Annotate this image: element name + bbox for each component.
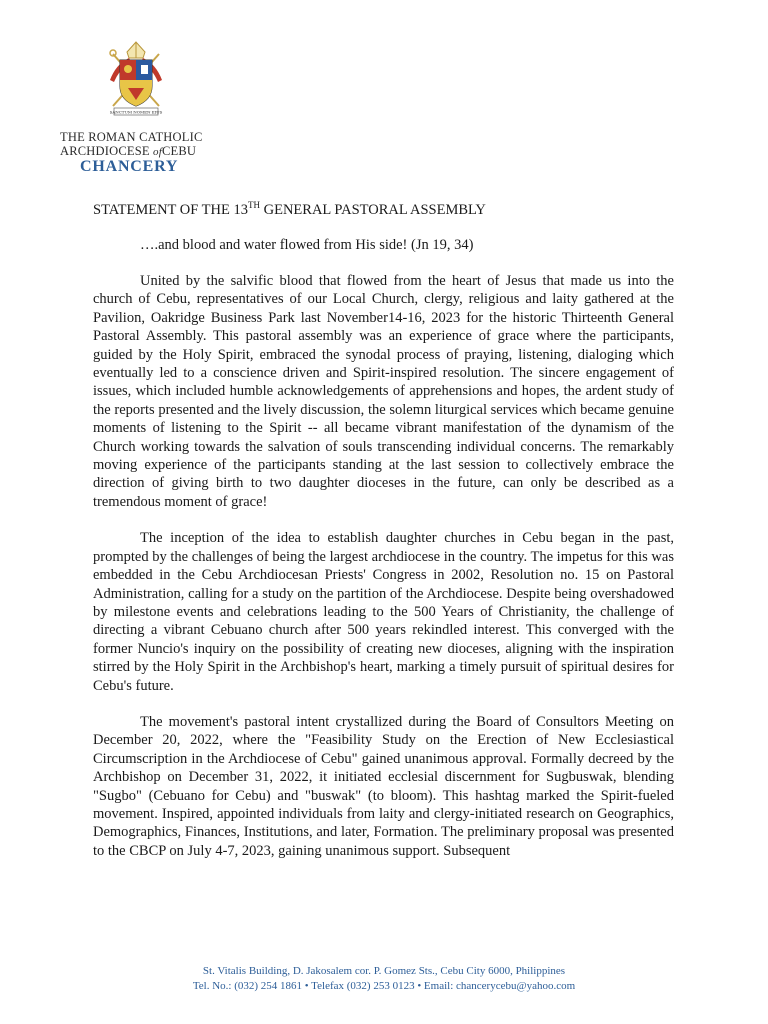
org-line-2-part-b: CEBU (162, 144, 197, 158)
document-body (93, 272, 674, 878)
paragraph-1: United by the salvific blood that flowed from the heart of Jesus that made us into the church of Cebu, representatives of our Local Church, clergy, religious and laity gathered at the Pavilion, Oakridge Business Park last November14-16, 2023 for the historic Thirteenth General Pastoral Assembly. This pastoral assembly was an experience of grace where the participants, guided by the Holy Spirit, embraced the synodal process of praying, listening, dialoging which eventually led to a conscience driven and Spirit-inspired resolution. The sincere engagement of issues, which included humble acknowledgements of apprehensions and hopes, the ardent study of the reports presented and the lively discussion, the solemn liturgical services which became genuine moments of listening to the Spirit -- all became vibrant manifestation of the dynamism of the Church working towards the salvation of souls transcending individual concerns. The remarkably moving experience of the participants standing at the last session to collectively embrace the direction of giving birth to two daughter dioceses in the future, can only be described as a tremendous moment of grace! (93, 273, 674, 510)
org-line-1: THE ROMAN CATHOLIC (60, 130, 203, 144)
footer-contact: Tel. No.: (032) 254 1861 • Telefax (032) 253 0123 • Email: chancerycebu@yahoo.com (192, 980, 576, 992)
chancery-name: CHANCERY (80, 158, 179, 175)
title-part-b: GENERAL PASTORAL ASSEMBLY (260, 202, 486, 218)
archdiocese-crest-logo (96, 40, 176, 120)
org-line-2-of: of (153, 146, 162, 158)
org-line-2-part-a: ARCHDIOCESE (60, 144, 154, 158)
title-superscript: TH (248, 200, 260, 211)
paragraph-2: The inception of the idea to establish daughter churches in Cebu began in the past, prompted by the challenges of being the largest archdiocese in the country. The impetus for this was embedded in the Cebu Archdiocesan Priests' Congress in 2002, Resolution no. 15 on Pastoral Administration, calling for a study on the partition of the Archdiocese. Despite being overshadowed by milestone events and celebrations leading to the 500 Years of Christianity, the challenge of directing a vibrant Cebuano church after 500 years rekindled interest. This converged with the former Nuncio's inquiry on the possibility of creating new dioceses, aligning with the inspiration stirred by the Holy Spirit in the Archbishop's heart, marking a timely pursuit of spiritual desires for Cebu's future. (93, 530, 674, 694)
paragraph-3: The movement's pastoral intent crystallized during the Board of Consultors Meeting on December 20, 2022, where the "Feasibility Study on the Erection of New Ecclesiastical Circumscription in the Archdiocese of Cebu" gained unanimous approval. Formally decreed by the Archbishop on December 31, 2022, it initiated ecclesial discernment for Sugbuswak, blending "Sugbo" (Cebuano for Cebu) and "buswak" (to bloom). This hashtag marked the Spirit-fueled movement. Inspired, appointed individuals from laity and clergy-initiated research on Geographics, Demographics, Finances, Institutions, and later, Formation. The preliminary proposal was presented to the CBCP on July 4-7, 2023, gaining unanimous support. Subsequent (93, 713, 674, 859)
title-part-a: STATEMENT OF THE 13 (93, 202, 248, 218)
org-line-2 (60, 144, 196, 159)
footer-address: St. Vitalis Building, D. Jakosalem cor. P. Gomez Sts., Cebu City 6000, Philippines (202, 965, 566, 977)
letterhead-footer (0, 964, 768, 994)
epigraph-quote: ….and blood and water flowed from His side! (Jn 19, 34) (140, 237, 474, 253)
crest-motto-text: SANCTUM NOMEN EIUS (109, 109, 163, 115)
document-title (93, 202, 486, 219)
